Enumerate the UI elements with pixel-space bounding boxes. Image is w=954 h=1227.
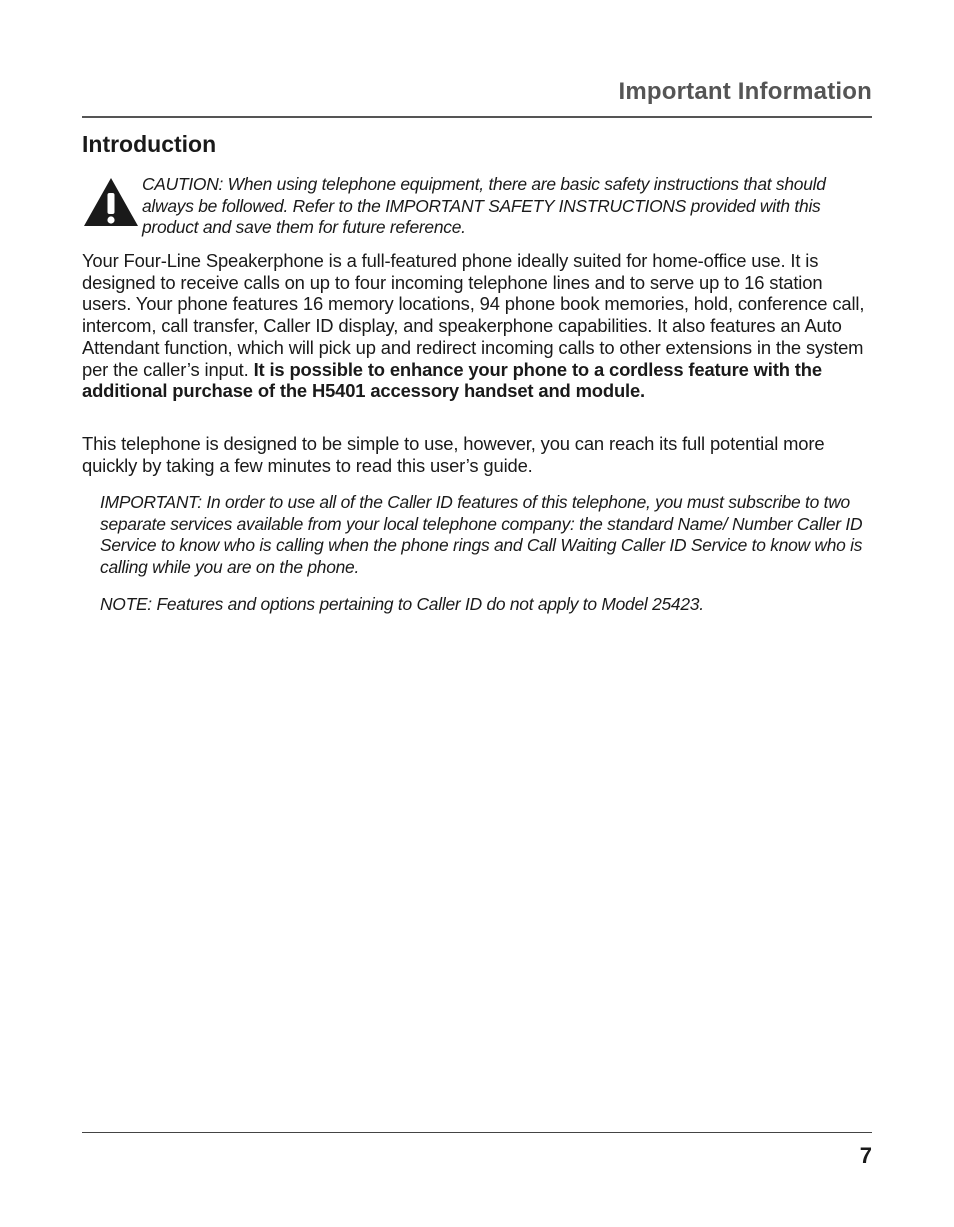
important-note: IMPORTANT: In order to use all of the Caller ID features of this telephone, you must subscribe to two separate services available from your local telephone company: the standard Name/ Number Caller ID Service to know who is calling when the phone rings and Call Waiting Caller ID Service to know who is calling while you are on the phone. bbox=[100, 492, 863, 577]
usage-paragraph: This telephone is designed to be simple to use, however, you can reach its full potential more quickly by taking a few minutes to read this user’s guide. bbox=[82, 433, 825, 476]
intro-paragraph-bold: It is possible to enhance your phone to a cordless feature with the additional purchase of the H5401 accessory handset and module. bbox=[82, 358, 822, 402]
intro-paragraph bbox=[82, 250, 872, 402]
page-number: 7 bbox=[859, 1143, 872, 1168]
model-note: NOTE: Features and options pertaining to Caller ID do not apply to Model 25423. bbox=[100, 594, 704, 614]
section-title: Introduction bbox=[82, 131, 217, 157]
page-header-title: Important Information bbox=[618, 78, 872, 105]
caution-text: CAUTION: When using telephone equipment, there are basic safety instructions that should always be followed. Refer to the IMPORTANT SAFETY INSTRUCTIONS provided with this product and save them for future reference. bbox=[142, 174, 826, 237]
warning-triangle-icon bbox=[82, 176, 140, 228]
intro-paragraph-text: Your Four-Line Speakerphone is a full-featured phone ideally suited for home-office use. It is designed to receive calls on up to four incoming telephone lines and to serve up to 16 station users. Your phone features 16 memory locations, 94 phone book memories, hold, conference call, intercom, call transfer, Caller ID display, and speakerphone capabilities. It also features an Auto Attendant function, which will pick up and redirect incoming calls to other extensions in the system per the caller’s input. bbox=[82, 250, 865, 380]
footer-divider bbox=[82, 1132, 872, 1133]
header-divider bbox=[82, 116, 872, 118]
